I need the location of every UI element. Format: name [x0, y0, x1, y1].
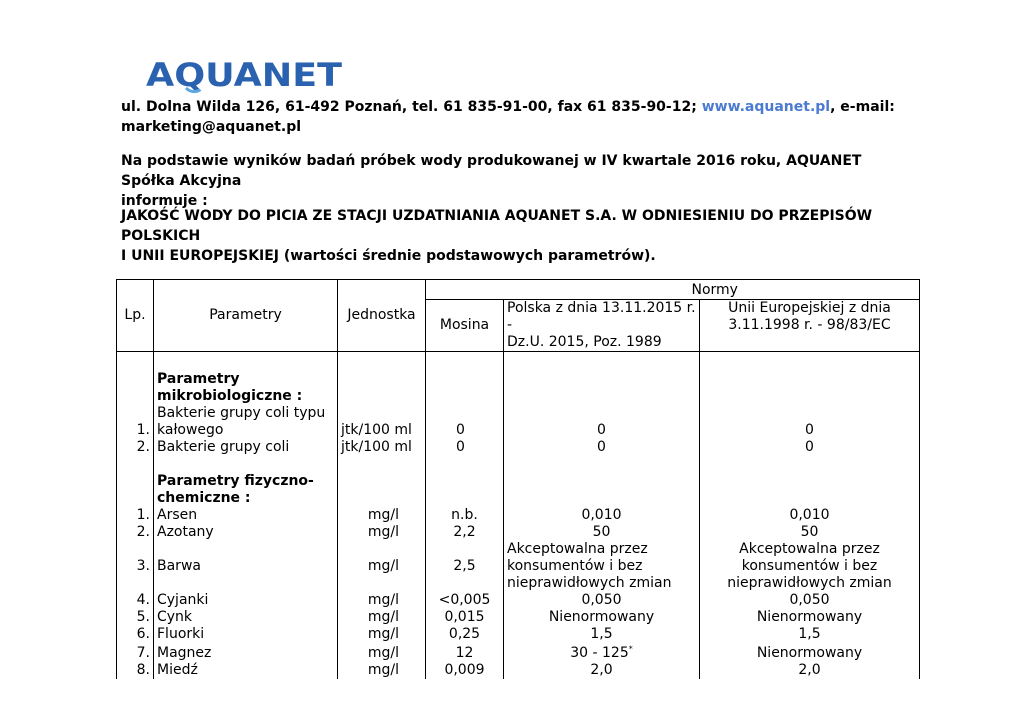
header-ue-line2: 3.11.1998 r. - 98/83/EC	[728, 317, 891, 333]
row-unit: mg/l	[338, 609, 426, 626]
row-mosina: 2,5	[426, 541, 504, 592]
row-param: Barwa	[154, 541, 338, 592]
row-ue-line2: konsumentów i bez	[741, 558, 878, 574]
header-row-1	[117, 280, 920, 300]
row-ue: Nienormowany	[700, 609, 920, 626]
row-lp: 1.	[117, 405, 154, 439]
table-row	[117, 643, 920, 662]
row-pl: 0,050	[504, 592, 700, 609]
section-chem-line1: Parametry fizyczno-	[157, 473, 314, 489]
header-mosina: Mosina	[426, 300, 504, 352]
row-ue: Nienormowany	[700, 643, 920, 662]
row-param-line2: kałowego	[157, 422, 224, 438]
row-param: Bakterie grupy coli	[154, 439, 338, 456]
header-polska-line1: Polska z dnia 13.11.2015 r. -	[507, 300, 696, 333]
title-line1: JAKOŚĆ WODY DO PICIA ZE STACJI UZDATNIANIA AQUANET S.A. W ODNIESIENIU DO PRZEPISÓW POLSKICH	[121, 208, 873, 244]
section-chem-row	[117, 473, 920, 507]
row-param: Arsen	[154, 507, 338, 524]
section-micro-line2: mikrobiologiczne :	[157, 388, 303, 404]
header-jednostka: Jednostka	[338, 280, 426, 352]
table-row	[117, 439, 920, 456]
section-chem-line2: chemiczne :	[157, 490, 251, 506]
row-pl-line2: konsumentów i bez	[507, 558, 643, 574]
row-pl-line3: nieprawidłowych zmian	[507, 575, 672, 591]
svg-text:AQUANET: AQUANET	[146, 58, 343, 94]
row-mosina: 0,25	[426, 626, 504, 643]
row-lp: 1.	[117, 507, 154, 524]
row-param: Fluorki	[154, 626, 338, 643]
row-ue: 0,050	[700, 592, 920, 609]
row-pl	[504, 643, 700, 662]
row-ue	[700, 541, 920, 592]
row-pl: 2,0	[504, 662, 700, 679]
row-mosina: 12	[426, 643, 504, 662]
row-lp: 3.	[117, 541, 154, 592]
row-ue: 0,010	[700, 507, 920, 524]
row-param: Cyjanki	[154, 592, 338, 609]
section-micro-row	[117, 371, 920, 405]
table-row	[117, 541, 920, 592]
row-ue: 2,0	[700, 662, 920, 679]
title-line2: I UNII EUROPEJSKIEJ (wartości średnie podstawowych parametrów).	[121, 248, 656, 264]
row-lp: 8.	[117, 662, 154, 679]
row-ue: 1,5	[700, 626, 920, 643]
intro-text	[121, 151, 901, 211]
section-micro-line1: Parametry	[157, 371, 240, 387]
table-row	[117, 626, 920, 643]
intro-line1: Na podstawie wyników badań próbek wody produkowanej w IV kwartale 2016 roku, AQUANET Spółka Akcyjna	[121, 153, 862, 189]
address-text: ul. Dolna Wilda 126, 61-492 Poznań, tel. 61 835-91-00, fax 61 835-90-12;	[121, 99, 697, 115]
row-pl: 1,5	[504, 626, 700, 643]
section-micro-title	[154, 371, 338, 405]
row-param	[154, 405, 338, 439]
row-mosina: n.b.	[426, 507, 504, 524]
row-pl-footnote-mark: *	[628, 644, 633, 654]
row-pl: Nienormowany	[504, 609, 700, 626]
intro-line2: informuje :	[121, 193, 208, 209]
document-title	[121, 206, 901, 266]
row-unit: mg/l	[338, 592, 426, 609]
row-unit: mg/l	[338, 662, 426, 679]
water-quality-table	[116, 279, 920, 679]
row-ue-line3: nieprawidłowych zmian	[727, 575, 892, 591]
table-row	[117, 507, 920, 524]
row-unit: mg/l	[338, 643, 426, 662]
row-ue: 50	[700, 524, 920, 541]
email-link[interactable]: marketing@aquanet.pl	[121, 119, 302, 135]
row-pl: 0	[504, 405, 700, 439]
row-unit: mg/l	[338, 541, 426, 592]
header-lp: Lp.	[117, 280, 154, 352]
row-mosina: 0	[426, 439, 504, 456]
row-param: Cynk	[154, 609, 338, 626]
row-lp: 5.	[117, 609, 154, 626]
table-row	[117, 609, 920, 626]
header-polska-line2: Dz.U. 2015, Poz. 1989	[507, 334, 662, 350]
header-ue-line1: Unii Europejskiej z dnia	[728, 300, 891, 316]
aquanet-logo	[146, 58, 346, 94]
row-lp: 6.	[117, 626, 154, 643]
row-ue-line1: Akceptowalna przez	[739, 541, 880, 557]
row-lp: 4.	[117, 592, 154, 609]
row-param-line1: Bakterie grupy coli typu	[157, 405, 326, 421]
row-unit: mg/l	[338, 626, 426, 643]
row-mosina: 2,2	[426, 524, 504, 541]
row-param: Miedź	[154, 662, 338, 679]
address-block	[121, 97, 901, 137]
row-lp: 7.	[117, 643, 154, 662]
row-pl: 0	[504, 439, 700, 456]
row-ue: 0	[700, 405, 920, 439]
table-row	[117, 405, 920, 439]
header-polska	[504, 300, 700, 352]
row-lp: 2.	[117, 524, 154, 541]
row-pl-value: 30 - 125	[570, 645, 629, 661]
row-pl: 0,010	[504, 507, 700, 524]
row-mosina: 0,015	[426, 609, 504, 626]
header-ue	[700, 300, 920, 352]
table-row	[117, 592, 920, 609]
row-pl-line1: Akceptowalna przez	[507, 541, 648, 557]
website-link[interactable]: www.aquanet.pl	[701, 99, 831, 115]
header-parametry: Parametry	[154, 280, 338, 352]
row-param: Magnez	[154, 643, 338, 662]
row-mosina: <0,005	[426, 592, 504, 609]
table-row	[117, 524, 920, 541]
row-lp: 2.	[117, 439, 154, 456]
email-label: , e-mail:	[830, 99, 895, 115]
row-unit: mg/l	[338, 524, 426, 541]
row-mosina: 0,009	[426, 662, 504, 679]
section-chem-title	[154, 473, 338, 507]
row-unit: jtk/100 ml	[338, 405, 426, 439]
row-mosina: 0	[426, 405, 504, 439]
header-normy: Normy	[691, 282, 738, 298]
row-ue: 0	[700, 439, 920, 456]
row-pl	[504, 541, 700, 592]
table-row	[117, 662, 920, 679]
row-unit: mg/l	[338, 507, 426, 524]
row-param: Azotany	[154, 524, 338, 541]
row-unit: jtk/100 ml	[338, 439, 426, 456]
row-pl: 50	[504, 524, 700, 541]
